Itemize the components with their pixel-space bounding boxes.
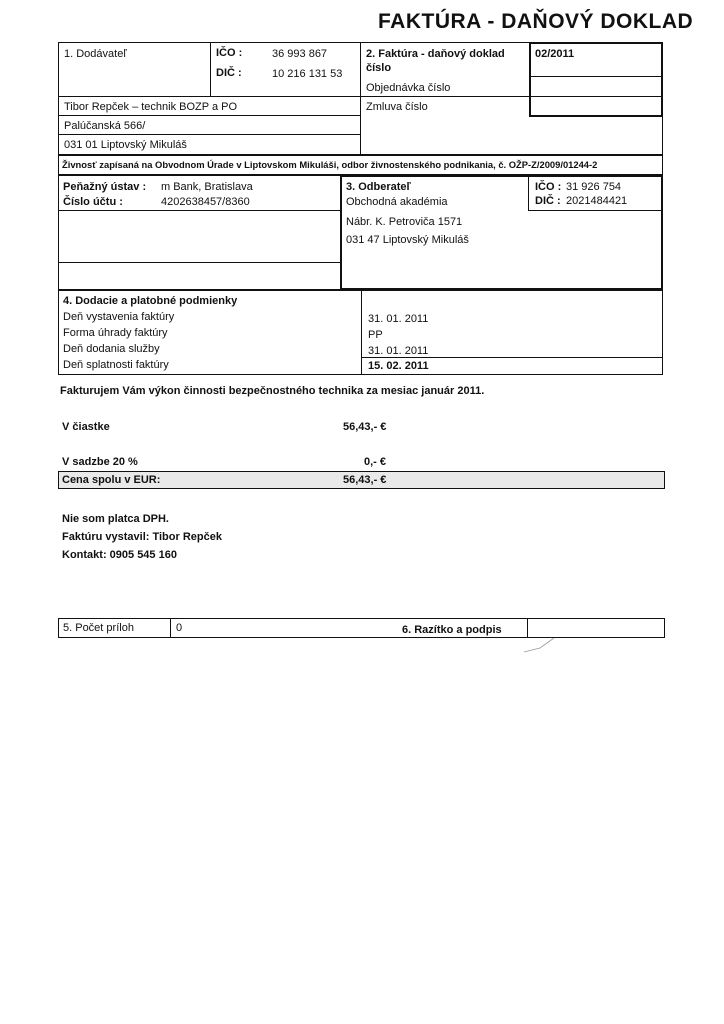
attachments-label: 5. Počet príloh: [63, 622, 134, 634]
supplier-street: Palúčanská 566/: [64, 120, 146, 132]
vat-label: V sadzbe 20 %: [62, 456, 138, 468]
customer-label: 3. Odberateľ: [346, 181, 411, 193]
supplier-dic-label: DIČ :: [216, 67, 242, 79]
supplier-label: 1. Dodávateľ: [64, 48, 127, 60]
invoice-number: 02/2011: [535, 48, 575, 60]
document-title: FAKTÚRA - DAŇOVÝ DOKLAD: [378, 10, 694, 33]
customer-ico-label: IČO :: [535, 181, 562, 193]
amount-label: V čiastke: [62, 421, 110, 433]
total-value: 56,43,- €: [343, 474, 387, 486]
terms-row-label: Deň dodania služby: [63, 343, 160, 355]
terms-row-label: Deň vystavenia faktúry: [63, 311, 175, 323]
registration-text: Živnosť zapísaná na Obvodnom Úrade v Liptovskom Mikuláši, odbor živnostenského podnikania, č. OŽP-Z/2009/01244-2: [62, 159, 598, 170]
customer-dic: 2021484421: [566, 195, 628, 207]
amount-value: 56,43,- €: [343, 421, 387, 433]
contract-number-label: Zmluva číslo: [366, 101, 428, 113]
supplier-dic: 10 216 131 53: [272, 68, 343, 80]
customer-name: Obchodná akadémia: [346, 196, 448, 208]
order-number-label: Objednávka číslo: [366, 82, 451, 94]
customer-dic-label: DIČ :: [535, 195, 561, 207]
footer-row: [58, 618, 665, 638]
vat-note: Nie som platca DPH.: [62, 513, 169, 525]
terms-label: 4. Dodacie a platobné podmienky: [63, 295, 238, 307]
customer-ico: 31 926 754: [566, 181, 622, 193]
attachments-value: 0: [176, 622, 183, 634]
customer-street: Nábr. K. Petroviča 1571: [346, 216, 463, 228]
terms-row-label: Deň splatnosti faktúry: [63, 359, 169, 371]
supplier-ico: 36 993 867: [272, 48, 328, 60]
stamp-signature-label: 6. Razítko a podpis: [402, 624, 502, 636]
account-label: Číslo účtu :: [63, 196, 123, 208]
terms-row-value: 31. 01. 2011: [368, 313, 429, 325]
account-number: 4202638457/8360: [161, 196, 250, 208]
supplier-name: Tibor Repček – technik BOZP a PO: [64, 101, 238, 113]
signature-mark: [520, 634, 560, 656]
vat-value: 0,- €: [364, 456, 387, 468]
terms-row-value: 31. 01. 2011: [368, 345, 429, 357]
supplier-city: 031 01 Liptovský Mikuláš: [64, 139, 187, 151]
billing-description: Fakturujem Vám výkon činnosti bezpečnostného technika za mesiac január 2011.: [60, 385, 485, 397]
supplier-ico-label: IČO :: [216, 47, 243, 59]
invoice-number-label-2: číslo: [366, 62, 392, 74]
due-date-value: 15. 02. 2011: [368, 360, 429, 372]
terms-row-value: PP: [368, 329, 383, 341]
customer-city: 031 47 Liptovský Mikuláš: [346, 234, 469, 246]
contact: Kontakt: 0905 545 160: [62, 549, 177, 561]
total-label: Cena spolu v EUR:: [62, 474, 161, 486]
bank-name: m Bank, Bratislava: [161, 181, 253, 193]
bank-label: Peňažný ústav :: [63, 181, 147, 193]
invoice-number-label: 2. Faktúra - daňový doklad: [366, 48, 505, 60]
issued-by: Faktúru vystavil: Tibor Repček: [62, 531, 222, 543]
terms-row-label: Forma úhrady faktúry: [63, 327, 168, 339]
